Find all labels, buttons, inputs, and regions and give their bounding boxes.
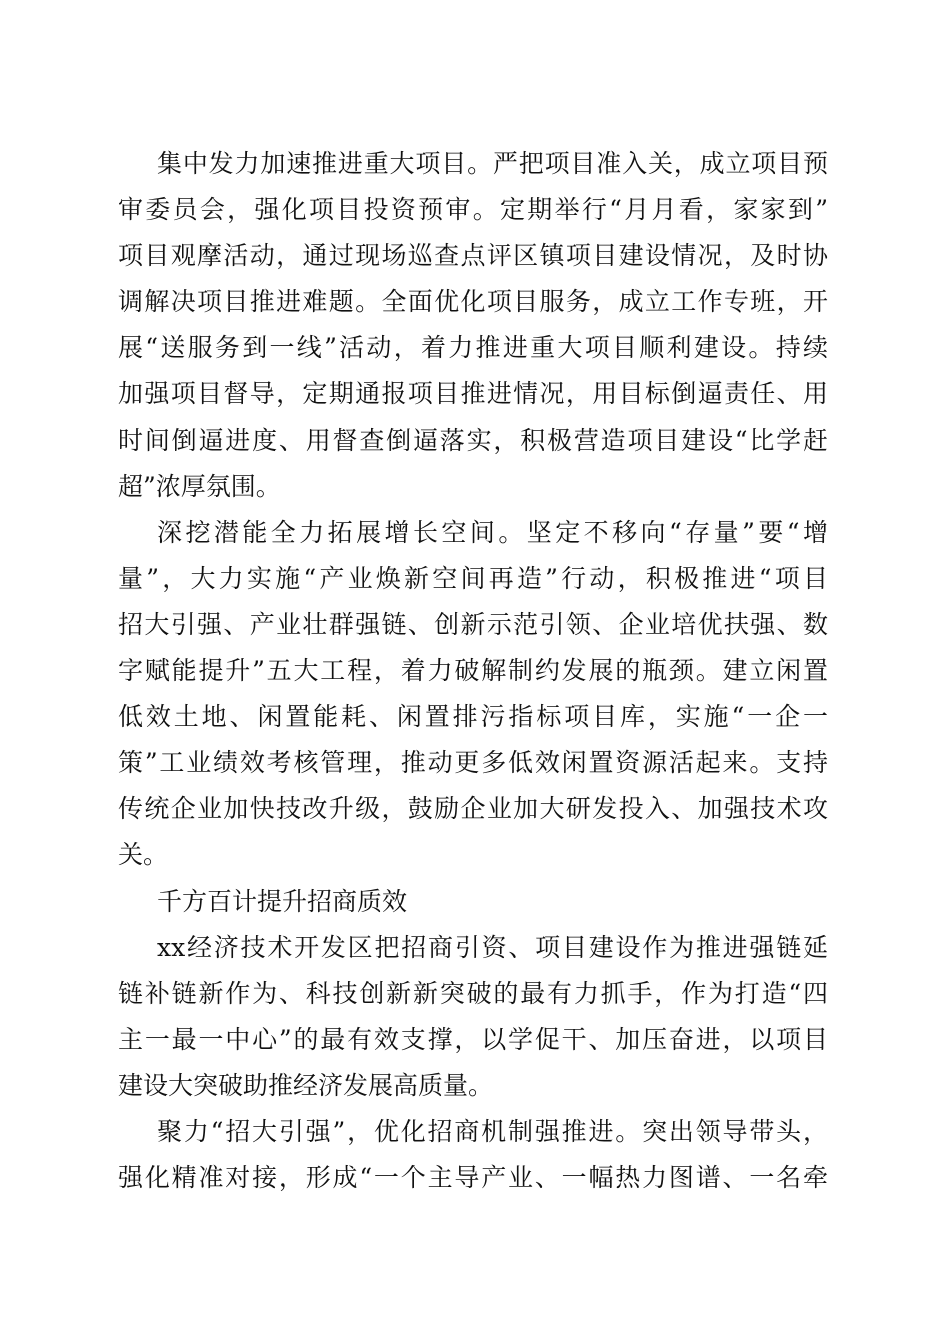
text-line: 策”工业绩效考核管理，推动更多低效闲置资源活起来。支持 — [118, 748, 828, 778]
text-line: xx经济技术开发区把招商引资、项目建设作为推进强链延 — [157, 932, 828, 962]
text-line: 聚力“招大引强”，优化招商机制强推进。突出领导带头， — [157, 1116, 828, 1146]
text-line: 传统企业加快技改升级，鼓励企业加大研发投入、加强技术攻 — [118, 794, 828, 824]
text-line: 强化精准对接，形成“一个主导产业、一幅热力图谱、一名牵 — [118, 1163, 828, 1193]
text-line: 超”浓厚氛围。 — [118, 471, 281, 501]
text-line: 量”，大力实施“产业焕新空间再造”行动，积极推进“项目 — [118, 563, 828, 593]
text-line: 字赋能提升”五大工程，着力破解制约发展的瓶颈。建立闲置 — [118, 656, 828, 686]
text-line: 项目观摩活动，通过现场巡查点评区镇项目建设情况，及时协 — [118, 241, 828, 271]
text-line: 招大引强、产业壮群强链、创新示范引领、企业培优扶强、数 — [118, 609, 828, 639]
text-line: 加强项目督导，定期通报项目推进情况，用目标倒逼责任、用 — [118, 379, 828, 409]
text-line: 集中发力加速推进重大项目。严把项目准入关，成立项目预 — [157, 149, 828, 178]
text-line: 深挖潜能全力拓展增长空间。坚定不移向“存量”要“增 — [157, 517, 828, 547]
text-line: 低效土地、闲置能耗、闲置排污指标项目库，实施“一企一 — [118, 702, 828, 732]
text-line: 千方百计提升招商质效 — [157, 886, 408, 916]
text-line: 调解决项目推进难题。全面优化项目服务，成立工作专班，开 — [118, 287, 828, 317]
text-line: 建设大突破助推经济发展高质量。 — [118, 1070, 494, 1100]
text-line: 展“送服务到一线”活动，着力推进重大项目顺利建设。持续 — [118, 333, 828, 363]
text-line: 链补链新作为、科技创新新突破的最有力抓手，作为打造“四 — [118, 978, 828, 1008]
text-line: 主一最一中心”的最有效支撑，以学促干、加压奋进，以项目 — [118, 1024, 828, 1054]
text-line: 审委员会，强化项目投资预审。定期举行“月月看，家家到” — [118, 195, 828, 225]
document-body — [118, 141, 828, 1201]
text-line: 时间倒逼进度、用督查倒逼落实，积极营造项目建设“比学赶 — [118, 425, 828, 455]
text-line: 关。 — [118, 840, 169, 870]
